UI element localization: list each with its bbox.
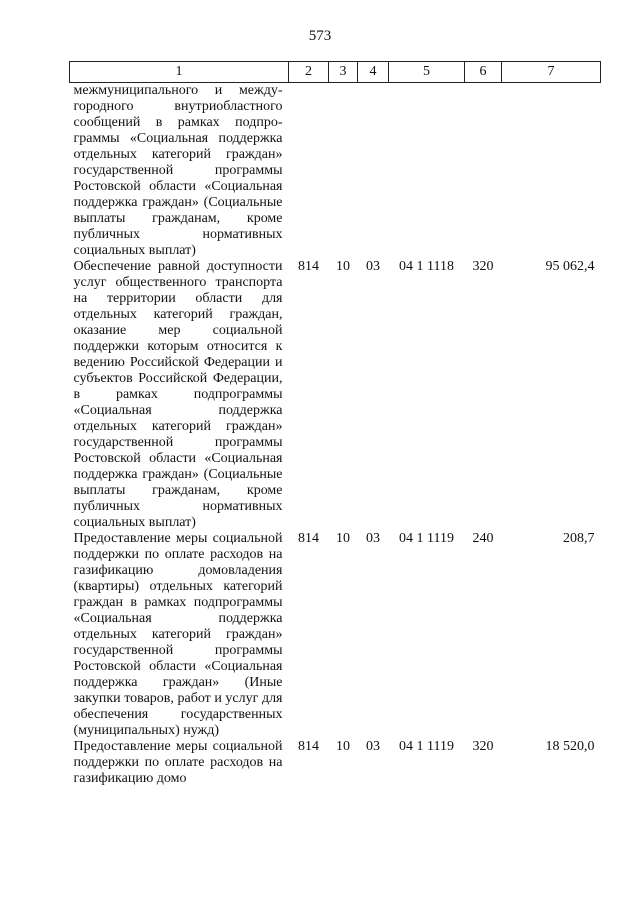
row-col-3: 10 <box>336 739 350 754</box>
table-row <box>70 83 601 260</box>
row-col-3: 10 <box>336 531 350 546</box>
row-col-7: 18 520,0 <box>545 739 595 754</box>
header-col-3: 3 <box>329 62 358 83</box>
row-col-7 <box>502 83 601 260</box>
row-col-2: 814 <box>298 259 319 274</box>
row-description: межмуниципального и междугородного внутриобластного сообщений в рамках подпрограммы «Социальная поддержка отдельных категорий граждан» государственной программы Ростовской области «Социальная поддержка граждан» (Социальные выплаты гражданам, кроме публичных нормативных социальных выплат) <box>73 83 283 258</box>
row-col-2: 814 <box>298 531 319 546</box>
header-col-6: 6 <box>465 62 502 83</box>
row-col-5: 04 1 1118 <box>399 259 454 274</box>
header-col-2: 2 <box>289 62 329 83</box>
table-body <box>70 83 601 788</box>
row-description: Обеспечение равной доступности услуг общественного транспорта на территории области для отдельных категорий граждан, оказание мер социальной поддержки которым относится к ведению Российской Федерации и субъектов Российской Федерации, в рамках подпрограммы «Социальная поддержка отдельных категорий граждан» государственной программы Ростовской области «Социальная поддержка граждан» (Социальные выплаты гражданам, кроме публичных нормативных социальных выплат) <box>73 259 283 530</box>
table-row <box>70 259 601 531</box>
row-col-7: 95 062,4 <box>545 259 595 274</box>
row-col-6: 320 <box>472 259 494 274</box>
row-col-4: 03 <box>366 531 380 546</box>
row-col-7: 208,7 <box>563 531 595 546</box>
header-col-1: 1 <box>70 62 289 83</box>
header-col-7: 7 <box>502 62 601 83</box>
row-col-5: 04 1 1119 <box>399 531 454 546</box>
row-col-4 <box>358 83 389 260</box>
header-row <box>70 62 601 83</box>
table-row <box>70 739 601 787</box>
row-col-2 <box>289 83 329 260</box>
row-col-6: 320 <box>472 739 494 754</box>
row-col-3 <box>329 83 358 260</box>
row-col-2: 814 <box>298 739 319 754</box>
row-description: Предоставление меры социальной поддержки по оплате расходов на газификацию домо <box>73 739 283 786</box>
budget-table <box>69 61 601 787</box>
page-number: 573 <box>308 28 332 44</box>
row-col-3: 10 <box>336 259 350 274</box>
row-col-5: 04 1 1119 <box>399 739 454 754</box>
row-col-4: 03 <box>366 259 380 274</box>
row-description: Предоставление меры социальной поддержки по оплате расходов на газификацию домовладения (квартиры) отдельных категорий граждан в рамках подпрограммы «Социальная поддержка отдельных категорий граждан» государственной программы Ростовской области «Социальная поддержка граждан» (Иные закупки товаров, работ и услуг для обеспечения государственных (муниципальных) нужд) <box>73 531 283 738</box>
row-col-6 <box>465 83 502 260</box>
table-row <box>70 531 601 739</box>
table-header <box>70 62 601 83</box>
row-col-5 <box>389 83 465 260</box>
header-col-5: 5 <box>389 62 465 83</box>
header-col-4: 4 <box>358 62 389 83</box>
row-col-6: 240 <box>472 531 494 546</box>
row-col-4: 03 <box>366 739 380 754</box>
